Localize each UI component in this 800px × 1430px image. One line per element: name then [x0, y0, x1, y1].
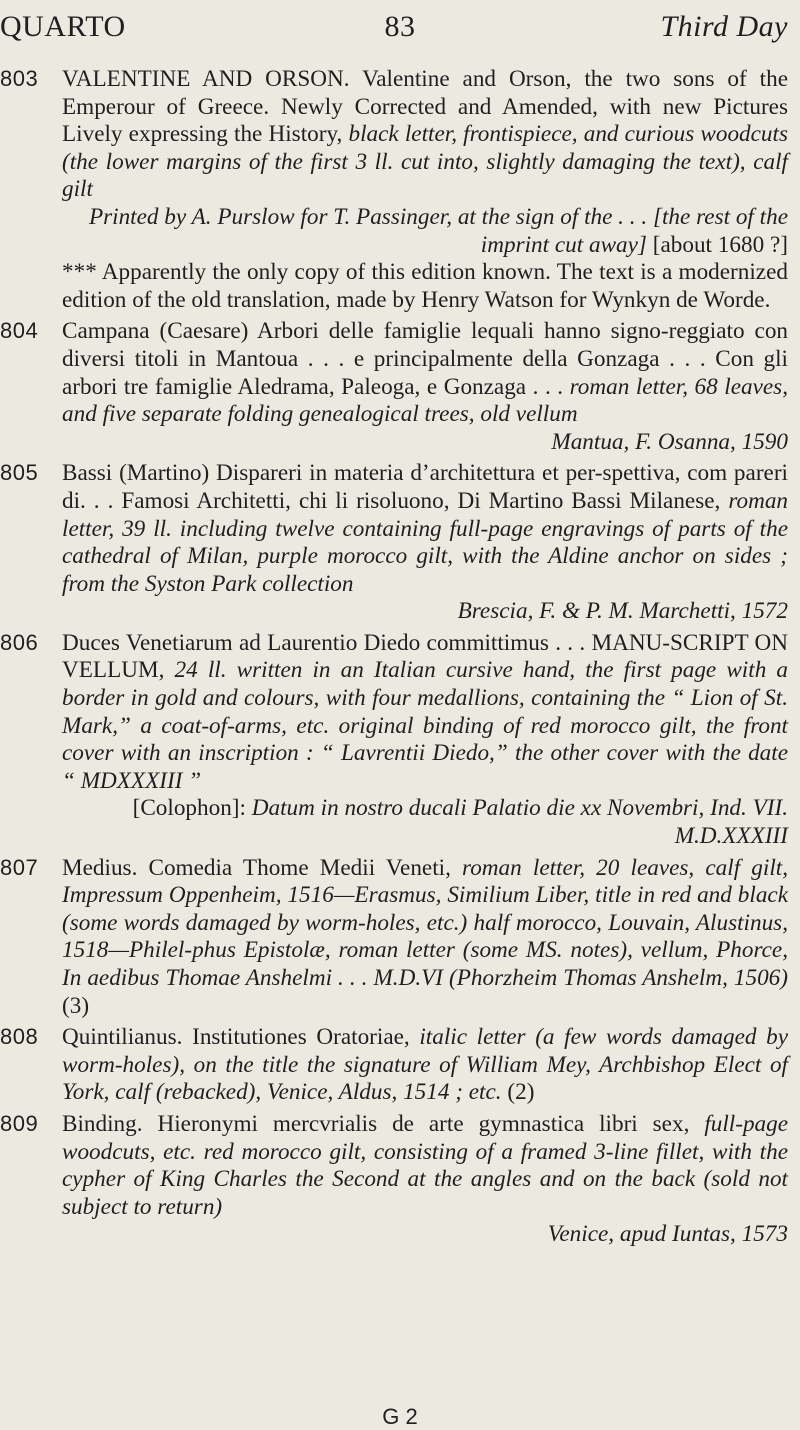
lot-desc-b: 24 ll. written in an Italian cursive hand, the first page with a border in gold and colours, with four medallions, containing the “ Lion of St. Mark,” a coat-of-arms, etc. original binding of red morocco gilt, the front cover with an inscription : “ Lavrentii Diedo,” the other cover with the date “ MDXXXIII ”: [62, 657, 788, 794]
lot-title: Duces Venetiarum ad Laurentio Diedo committimus . . .: [62, 629, 586, 656]
lot-imprint: Mantua, F. Osanna, 1590: [551, 428, 788, 455]
lot-imprint: Venice, apud Iuntas, 1573: [547, 1221, 788, 1248]
lot-entry: [0, 318, 800, 456]
lot-desc-a: Comedia Thome Medii Veneti,: [148, 854, 451, 881]
lot-desc-b: italic letter (a few words damaged by worm-holes), on the title the signature of William Mey, Archbishop Elect of York, calf (rebacked), Venice, Aldus, 1514 ; etc.: [62, 1024, 788, 1106]
lot-description: [62, 1024, 788, 1107]
lot-desc-a: Hieronymi mercvrialis de arte gymnastica libri sex,: [157, 1110, 690, 1137]
lot-title: Quintilianus.: [62, 1024, 183, 1051]
lot-desc-a: Institutiones Oratoriae,: [192, 1024, 410, 1051]
lot-entry: [0, 855, 800, 1021]
lot-description: [62, 630, 788, 796]
lot-description: [62, 460, 788, 598]
lot-title: Campana (Caesare): [62, 318, 249, 345]
lot-count: (3): [62, 992, 90, 1019]
page-number: 83: [384, 10, 416, 43]
lot-entry: [0, 66, 800, 314]
lot-number: 809: [0, 1110, 39, 1136]
header-format: QUARTO: [0, 10, 126, 43]
running-header: [0, 10, 800, 50]
lot-imprint: Brescia, F. & P. M. Marchetti, 1572: [457, 598, 788, 625]
lot-desc-a: Dispareri in materia d’architettura et per-spettiva, com pareri di. . . Famosi Architetti, chi li risoluono, Di Martino Bassi Milanese,: [62, 460, 788, 514]
lot-description: [62, 855, 788, 1021]
lot-title: Bassi (Martino): [62, 460, 210, 487]
lot-title: Binding.: [62, 1110, 143, 1137]
lot-count: (2): [507, 1079, 535, 1106]
lot-desc-b: roman letter, 68 leaves, and five separate folding genealogical trees, old vellum: [62, 373, 789, 428]
lot-desc-b: black letter, frontispiece, and curious woodcuts (the lower margins of the first 3 ll. cut into, slightly damaging the text), calf gilt: [62, 121, 788, 203]
lot-note: *** Apparently the only copy of this edition known. The text is a modernized edition of the old translation, made by Henry Watson for Wynkyn de Worde.: [62, 259, 788, 313]
catalogue-entries: [0, 66, 800, 1253]
lot-desc-a: Valentine and Orson, the two sons of the Emperour of Greece. Newly Corrected and Amended, with new Pictures Lively expressing the History,: [62, 66, 788, 148]
lot-description: [62, 66, 788, 204]
lot-imprint: [62, 795, 788, 850]
lot-imprint-b: [about 1680 ?]: [652, 231, 788, 258]
lot-desc-a: Arbori delle famiglie lequali hanno signo-reggiato con diversi titoli in Mantoua . . . e principalmente della Gonzaga . . . Con gli arbori tre famiglie Aledrama, Paleoga, e Gonzaga . . .: [62, 318, 789, 400]
lot-colophon: [Colophon]:: [132, 795, 246, 822]
signature-mark: G 2: [382, 1404, 418, 1429]
lot-entry: [0, 1111, 800, 1249]
lot-imprint-a: Printed by A. Purslow for T. Passinger, at the sign of the . . . [the rest of the imprint cut away]: [88, 203, 788, 258]
lot-desc-b: roman letter, 39 ll. including twelve containing full-page engravings of parts of the cathedral of Milan, purple morocco gilt, with the Aldine anchor on sides ; from the Syston Park collection: [62, 487, 789, 597]
lot-title: VALENTINE AND ORSON.: [62, 66, 350, 92]
lot-number: 807: [0, 854, 39, 880]
lot-imprint: [62, 204, 788, 259]
lot-desc-b: roman letter, 20 leaves, calf gilt, Impressum Oppenheim, 1516—Erasmus, Similium Liber, title in red and black (some words damaged by worm-holes, etc.) half morocco, Louvain, Alustinus, 1518—Philel-phus Epistolæ, roman letter (some MS. notes), vellum, Phorce, In aedibus Thomae Anshelmi . . . M.D.VI (Phorzheim Thomas Anshelm, 1506): [62, 854, 788, 991]
header-sale-day: Third Day: [660, 10, 788, 43]
lot-number: 805: [0, 460, 39, 486]
lot-desc-b: full-page woodcuts, etc. red morocco gilt, consisting of a framed 3-line fillet, with the cypher of King Charles the Second at the angles and on the back (sold not subject to return): [62, 1110, 789, 1220]
lot-number: 804: [0, 318, 39, 344]
lot-imprint-text: Datum in nostro ducali Palatio die xx Novembri, Ind. VII. M.D.XXXIII: [251, 795, 788, 850]
lot-entry: [0, 630, 800, 851]
lot-description: [62, 318, 788, 428]
lot-entry: [0, 1024, 800, 1107]
lot-desc-a: MANU-SCRIPT ON VELLUM,: [62, 629, 788, 684]
lot-title: Medius.: [62, 854, 138, 881]
lot-number: 803: [0, 66, 39, 91]
lot-number: 806: [0, 629, 39, 655]
lot-entry: [0, 460, 800, 626]
lot-number: 808: [0, 1024, 39, 1050]
lot-description: [62, 1111, 788, 1221]
